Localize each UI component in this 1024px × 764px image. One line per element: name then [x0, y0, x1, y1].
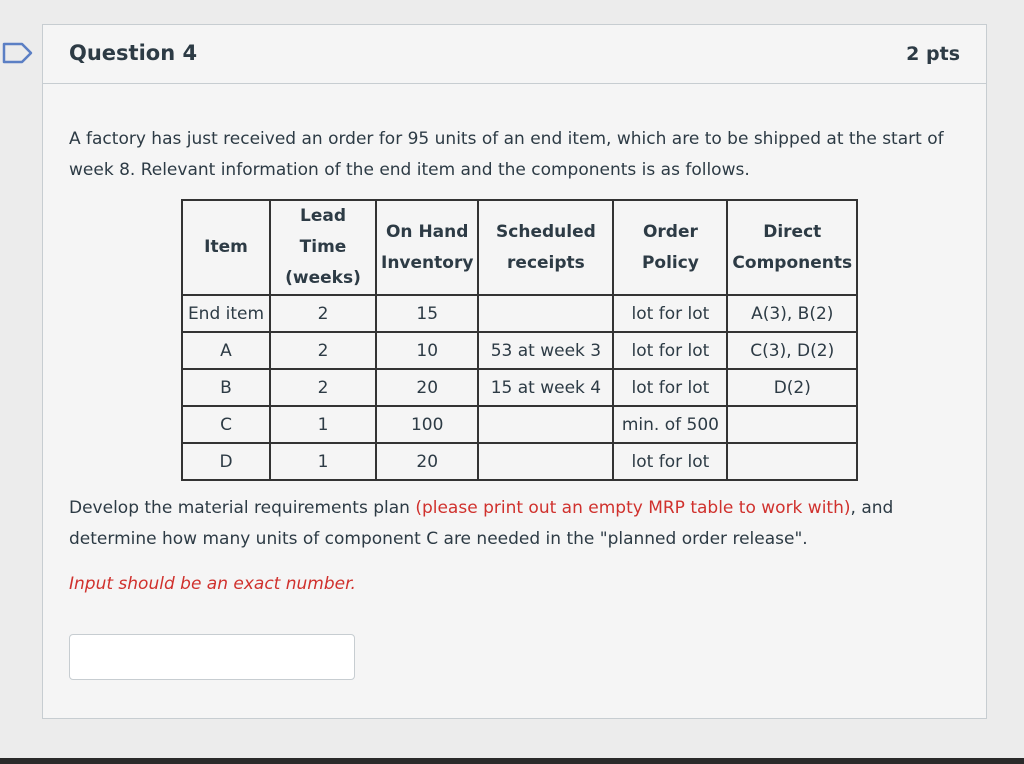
- header-lead-time: Lead Time (weeks): [270, 200, 376, 295]
- cell-order-policy: min. of 500: [613, 406, 727, 443]
- cell-on-hand: 100: [376, 406, 478, 443]
- cell-scheduled: 53 at week 3: [478, 332, 613, 369]
- cell-components: [727, 443, 857, 480]
- question-intro: A factory has just received an order for 95 units of an end item, which are to be shipped at the start of week 8. Relevant information of the end item and the components is as follows.: [69, 129, 944, 180]
- question-card: [42, 24, 987, 719]
- instruction-text: Develop the material requirements plan: [69, 498, 416, 518]
- cell-order-policy: lot for lot: [613, 443, 727, 480]
- input-requirement-note: Input should be an exact number.: [69, 574, 356, 594]
- cell-item: D: [182, 443, 270, 480]
- cell-components: [727, 406, 857, 443]
- cell-item: B: [182, 369, 270, 406]
- cell-components: D(2): [727, 369, 857, 406]
- question-title: Question 4: [69, 41, 198, 65]
- cell-scheduled: 15 at week 4: [478, 369, 613, 406]
- flag-outline-icon[interactable]: [2, 42, 34, 64]
- table-header-row: [182, 200, 857, 295]
- instruction-text-end: , and determine how many units of component C are needed in the "planned order release".: [69, 498, 894, 549]
- cell-item: End item: [182, 295, 270, 332]
- cell-lead-time: 1: [270, 406, 376, 443]
- cell-on-hand: 10: [376, 332, 478, 369]
- cell-order-policy: lot for lot: [613, 332, 727, 369]
- header-scheduled: Scheduled receipts: [478, 200, 613, 295]
- table-row: [182, 295, 857, 332]
- table-row: [182, 369, 857, 406]
- cell-item: A: [182, 332, 270, 369]
- table-row: [182, 332, 857, 369]
- cell-order-policy: lot for lot: [613, 295, 727, 332]
- table-row: [182, 443, 857, 480]
- question-points: 2 pts: [906, 43, 960, 65]
- question-instruction: [69, 493, 969, 555]
- question-body: [43, 84, 986, 718]
- cell-order-policy: lot for lot: [613, 369, 727, 406]
- header-order-policy: Order Policy: [613, 200, 727, 295]
- mrp-info-table: [181, 199, 858, 481]
- cell-components: A(3), B(2): [727, 295, 857, 332]
- table-row: [182, 406, 857, 443]
- cell-item: C: [182, 406, 270, 443]
- header-direct-components: Direct Components: [727, 200, 857, 295]
- cell-on-hand: 20: [376, 369, 478, 406]
- cell-lead-time: 2: [270, 332, 376, 369]
- instruction-red-note: (please print out an empty MRP table to work with): [415, 498, 851, 518]
- cell-on-hand: 20: [376, 443, 478, 480]
- answer-input[interactable]: [69, 634, 355, 680]
- cell-lead-time: 1: [270, 443, 376, 480]
- cell-scheduled: [478, 443, 613, 480]
- cell-scheduled: [478, 406, 613, 443]
- header-item: Item: [182, 200, 270, 295]
- cell-scheduled: [478, 295, 613, 332]
- cell-on-hand: 15: [376, 295, 478, 332]
- header-on-hand: On Hand Inventory: [376, 200, 478, 295]
- question-header: [43, 25, 986, 84]
- cell-lead-time: 2: [270, 369, 376, 406]
- cell-lead-time: 2: [270, 295, 376, 332]
- window-bottom-bar: [0, 758, 1024, 764]
- cell-components: C(3), D(2): [727, 332, 857, 369]
